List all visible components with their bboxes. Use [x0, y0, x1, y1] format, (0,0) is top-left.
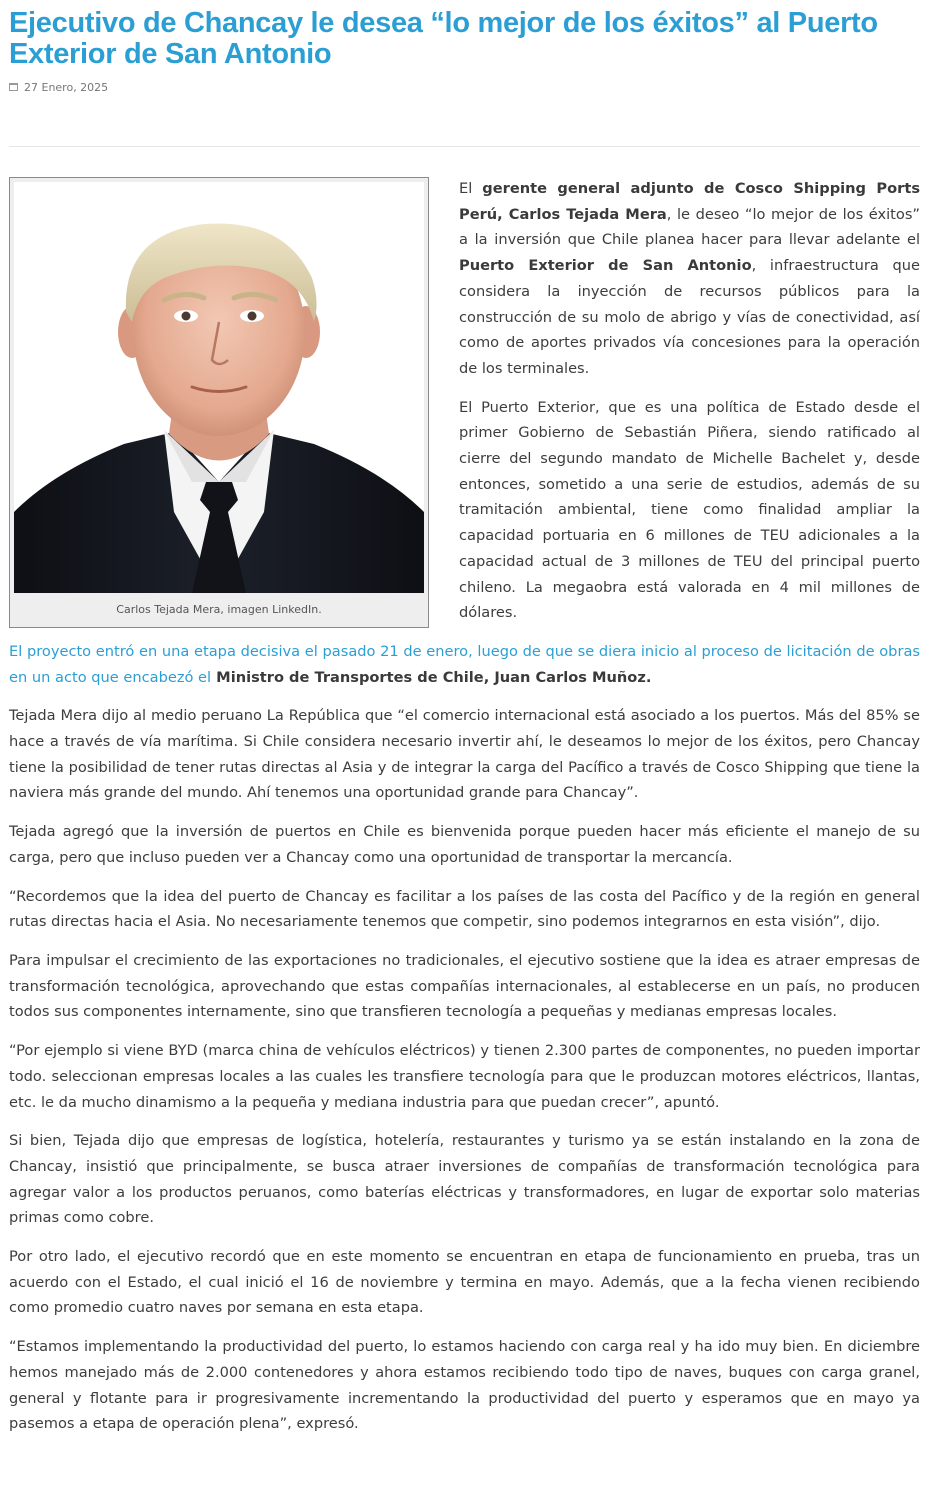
header-divider [9, 146, 920, 147]
article-figure [9, 177, 429, 628]
paragraph-1-text-b: , le deseo “lo mejor de los éxitos” a la inversión que Chile planea hacer para llevar adelante el [459, 205, 920, 249]
paragraph-1-text-a: El [459, 180, 483, 197]
article-body [9, 176, 920, 1437]
paragraph-9: Si bien, Tejada dijo que empresas de logística, hotelería, restaurantes y turismo ya se están instalando en la zona de Chancay, insistió que principalmente, se busca atraer inversiones de compañías de transformación tecnológica para agregar valor a los productos peruanos, como baterías eléctricas y transformadores, en lugar de exportar solo materias primas como cobre. [9, 1132, 920, 1227]
paragraph-11: “Estamos implementando la productividad del puerto, lo estamos haciendo con carga real y ha ido muy bien. En diciembre hemos manejado más de 2.000 contenedores y ahora estamos recibiendo todo tipo de naves, buques con carga granel, general y flotante para ir progresivamente incrementando la productividad del puerto y esperamos que en mayo ya pasemos a etapa de operación plena”, expresó. [9, 1338, 920, 1433]
paragraph-6: “Recordemos que la idea del puerto de Chancay es facilitar a los países de las costa del Pacífico y de la región en general rutas directas hacia el Asia. No necesariamente tenemos que competir, sino podemos integrarnos en esta visión”, dijo. [9, 887, 920, 931]
paragraph-10: Por otro lado, el ejecutivo recordó que en este momento se encuentran en etapa de funcionamiento en prueba, tras un acuerdo con el Estado, el cual inició el 16 de noviembre y termina en mayo. Además, que a la fecha vienen recibiendo como promedio cuatro naves por semana en esta etapa. [9, 1248, 920, 1317]
paragraph-1-text-c: , infraestructura que considera la inyección de recursos públicos para la construcción de su molo de abrigo y vías de conectividad, así como de aportes privados vía concesiones para la operación de los terminales. [459, 257, 920, 377]
portrait-photo [14, 182, 424, 593]
article-title: Ejecutivo de Chancay le desea “lo mejor de los éxitos” al Puerto Exterior de San Antonio [9, 7, 878, 70]
calendar-icon [9, 83, 18, 91]
paragraph-4: Tejada Mera dijo al medio peruano La República que “el comercio internacional está asociado a los puertos. Más del 85% se hace a través de vía marítima. Si Chile considera necesario invertir ahí, le deseamos lo mejor de los éxitos, pero Chancay tiene la posibilidad de tener rutas directas al Asia y de integrar la carga del Pacífico a través de Cosco Shipping que tiene la naviera más grande del mundo. Ahí tenemos una oportunidad grande para Chancay”. [9, 707, 920, 802]
paragraph-7: Para impulsar el crecimiento de las exportaciones no tradicionales, el ejecutivo sostiene que la idea es atraer empresas de transformación tecnológica, aprovechando que estas compañías internacionales, al establecerse en un país, no producen todos sus componentes internamente, sino que transfieren tecnología a pequeñas y medianas empresas locales. [9, 951, 920, 1021]
paragraph-1-bold-b: Puerto Exterior de San Antonio [459, 257, 752, 275]
paragraph-2: El Puerto Exterior, que es una política de Estado desde el primer Gobierno de Sebastián Piñera, siendo ratificado al cierre del segundo mandato de Michelle Bachelet y, desde entonces, sometido a una serie de estudios, además de su tramitación ambiental, tiene como finalidad ampliar la capacidad portuaria en 6 millones de TEU adicionales a la capacidad actual de 3 millones de TEU del principal puerto chileno. La megaobra está valorada en 4 mil millones de dólares. [459, 398, 920, 622]
paragraph-8: “Por ejemplo si viene BYD (marca china de vehículos eléctricos) y tienen 2.300 partes de componentes, no pueden importar todo. seleccionan empresas locales a las cuales les transfiere tecnología para que le produzcan motores eléctricos, llantas, etc. le da mucho dinamismo a la pequeña y mediana industria para que puedan crecer”, apuntó. [9, 1042, 920, 1111]
paragraph-3 [9, 639, 920, 690]
publish-date: 27 Enero, 2025 [24, 81, 109, 94]
paragraph-1-bold-a: gerente general adjunto de Cosco Shipping Ports Perú, Carlos Tejada Mera [459, 180, 921, 223]
licitation-link[interactable]: El proyecto entró en una etapa decisiva el pasado 21 de enero, luego de que se diera inicio al proceso de licitación de obras en un acto que encabezó el [9, 642, 920, 686]
figure-caption: Carlos Tejada Mera, imagen LinkedIn. [116, 603, 322, 616]
article-meta [9, 81, 920, 94]
paragraph-3-bold: Ministro de Transportes de Chile, Juan Carlos Muñoz. [211, 668, 652, 686]
paragraph-5: Tejada agregó que la inversión de puertos en Chile es bienvenida porque pueden hacer más eficiente el manejo de su carga, pero que incluso pueden ver a Chancay como una oportunidad de transportar la mercancía. [9, 823, 920, 866]
